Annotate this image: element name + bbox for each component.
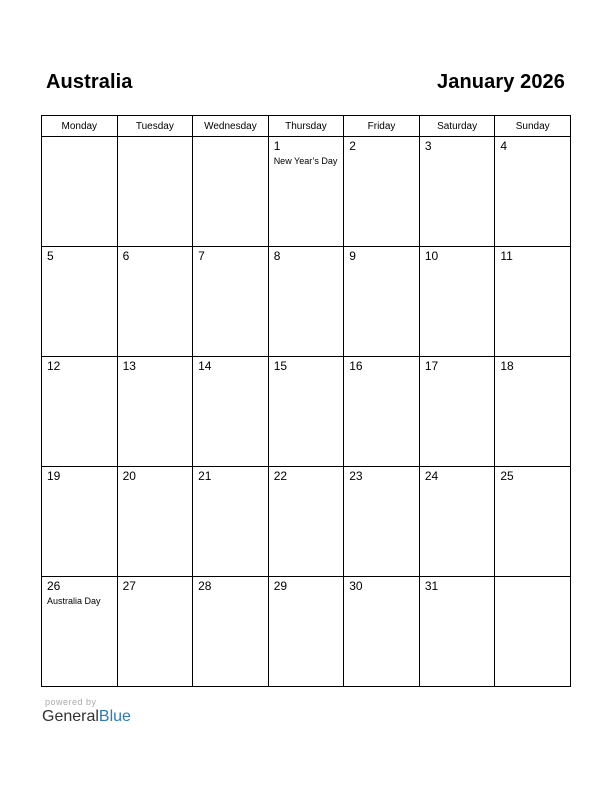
day-cell [495,467,571,577]
day-cell [419,577,495,687]
day-number [118,137,193,140]
day-cell [268,137,344,247]
month-year-title: January 2026 [437,71,565,93]
day-number: 2 [349,139,356,153]
day-number: 20 [122,469,136,483]
day-number: 19 [47,469,61,483]
day-number: 23 [349,469,363,483]
day-cell [344,247,420,357]
day-number: 24 [424,469,439,483]
day-number: 18 [500,359,514,373]
day-number: 3 [424,139,432,153]
day-number: 30 [349,579,363,593]
day-number: 29 [273,579,288,593]
day-cell [42,577,118,687]
day-number: 25 [500,469,514,483]
day-number: 17 [424,359,439,373]
day-cell [117,357,193,467]
day-cell [495,137,571,247]
day-cell [42,467,118,577]
weekday-header: Wednesday [193,116,269,137]
day-cell [42,247,118,357]
day-number [193,137,268,140]
day-cell [117,467,193,577]
day-cell [42,137,118,247]
day-cell [193,467,269,577]
day-number: 28 [198,579,212,593]
holiday-label: Australia Day [47,596,101,606]
day-number [495,577,570,580]
weekday-header: Sunday [495,116,571,137]
generalblue-logo[interactable] [42,708,131,726]
weekday-header: Monday [42,116,118,137]
day-number: 27 [122,579,136,593]
day-number: 1 [273,139,281,153]
day-cell [42,357,118,467]
week-row [42,247,571,357]
day-cell [268,247,344,357]
day-cell [193,357,269,467]
powered-by-label: powered by [45,697,97,707]
day-cell [495,357,571,467]
day-cell [193,137,269,247]
day-number: 9 [349,249,356,263]
day-number: 11 [500,249,513,263]
day-cell [344,137,420,247]
day-number: 7 [198,249,205,263]
day-number: 26 [47,579,61,593]
day-cell [117,247,193,357]
day-number: 16 [349,359,363,373]
day-cell [419,467,495,577]
day-number: 31 [424,579,439,593]
week-row [42,357,571,467]
day-cell [344,467,420,577]
week-row [42,467,571,577]
country-title: Australia [46,71,133,93]
day-number: 13 [122,359,136,373]
weekday-header: Thursday [268,116,344,137]
weekday-header: Saturday [419,116,495,137]
day-number: 10 [424,249,439,263]
day-cell [117,577,193,687]
day-cell [193,247,269,357]
day-number: 12 [47,359,61,373]
brand-blue: Blue [98,708,131,725]
day-cell [495,577,571,687]
day-cell [268,577,344,687]
week-row [42,137,571,247]
day-number [42,137,117,140]
day-cell [117,137,193,247]
brand-general: General [42,708,99,725]
day-number: 22 [273,469,288,483]
day-cell [419,247,495,357]
weekday-header: Friday [344,116,420,137]
day-number: 6 [122,249,130,263]
day-cell [268,357,344,467]
weekday-header: Tuesday [117,116,193,137]
day-number: 8 [273,249,281,263]
day-cell [419,137,495,247]
day-cell [344,577,420,687]
holiday-label: New Year’s Day [273,156,338,166]
day-number: 21 [198,469,212,483]
week-row [42,577,571,687]
calendar-grid [41,115,571,687]
day-number: 4 [500,139,508,153]
day-number: 15 [273,359,288,373]
day-number: 14 [198,359,212,373]
day-cell [344,357,420,467]
weekday-header-row [42,116,571,137]
day-number: 5 [47,249,54,263]
day-cell [495,247,571,357]
day-cell [419,357,495,467]
day-cell [193,577,269,687]
day-cell [268,467,344,577]
